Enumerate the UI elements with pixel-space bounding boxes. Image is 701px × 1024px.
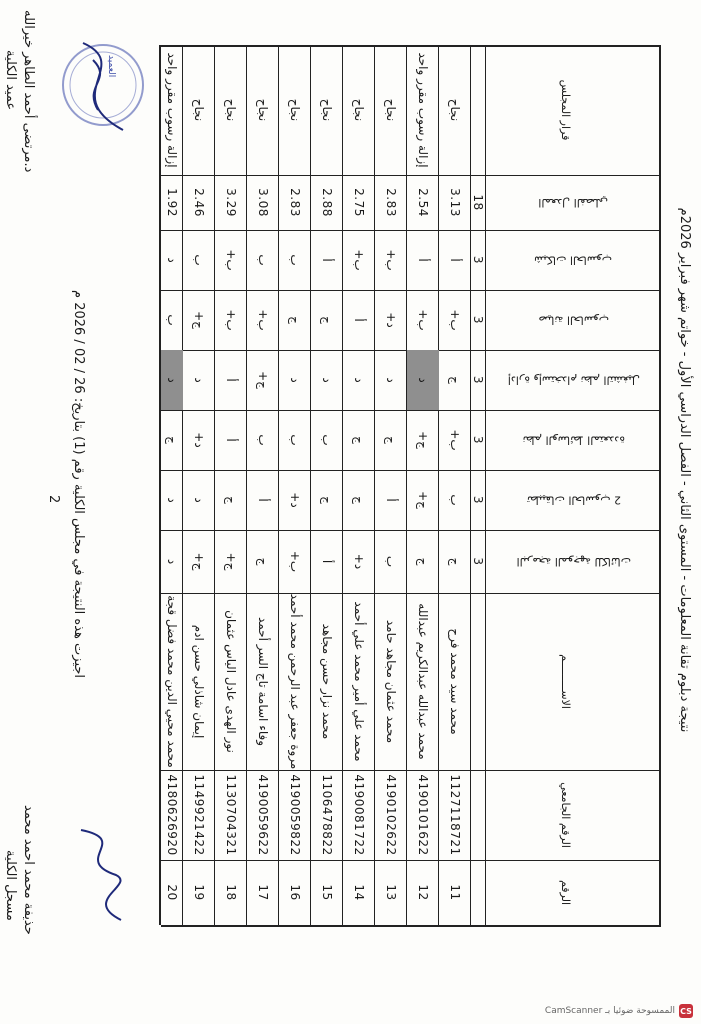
grade-cell: ج (448, 557, 462, 566)
student-name: وفاء اسامة تاج السر أحمد (256, 616, 270, 747)
grade-cell: ب (288, 254, 302, 266)
grade-cell: ج+ (192, 552, 206, 571)
credit-hours: 3 (471, 375, 486, 385)
grade-cell: د+ (288, 492, 302, 508)
gpa-cell: 1.92 (165, 188, 179, 217)
grade-cell: د (320, 377, 334, 383)
grade-cell: ج (288, 316, 302, 324)
grade-cell: ج (352, 436, 366, 444)
gpa-cell: 2.83 (384, 188, 398, 217)
grade-cell: ب+ (448, 309, 462, 331)
grade-cell: د (192, 377, 206, 383)
grade-cell: د (165, 257, 179, 263)
student-id: 1149921422 (192, 774, 206, 856)
decision-cell: نجاح (448, 98, 462, 122)
decision-cell: نجاح (288, 98, 302, 122)
dean-name: د.مرتضى أحمد الطاهر خيرالله (21, 10, 36, 173)
stamp-label: العميد (106, 55, 116, 78)
grade-cell: ب (320, 434, 334, 446)
header-course: شبكات الحاسوب (534, 253, 613, 267)
student-id: 1106478822 (320, 774, 334, 856)
grade-cell: د (288, 377, 302, 383)
header-name: الاســـــــــم (559, 654, 573, 709)
decision-cell: نجاح (384, 98, 398, 122)
grade-cell: ب+ (352, 249, 366, 271)
decision-cell: إزالة رسوب مقرر واحد (165, 52, 179, 168)
student-id: 4190102622 (384, 774, 398, 856)
decision-cell: نجاح (256, 98, 270, 122)
student-name: محمد نزار حسن مجاهد (320, 623, 334, 740)
scanner-watermark (545, 1004, 693, 1018)
credit-hours: 3 (471, 495, 486, 505)
decision-cell: نجاح (192, 98, 206, 122)
registrar-title: مسجل الكلية (3, 850, 18, 921)
gpa-cell: 2.46 (192, 188, 206, 217)
document-title: نتيجة دبلوم تقانة المعلومات - المستوى الثاني - الفصل الدراسي الأول - خواتم شهر فبراير 2026م (677, 207, 692, 733)
page-number: 2 (46, 495, 61, 504)
student-id: 4190059822 (288, 774, 302, 856)
grade-cell: د (352, 377, 366, 383)
student-name: مروة جعفر عبد الرحمن محمد أحمد (288, 593, 302, 770)
grade-cell: د (407, 350, 439, 410)
student-name: محمد محيي الدين محمد فضل قجة (165, 595, 179, 768)
grade-cell: ب (192, 254, 206, 266)
header-course: صيانة الحاسوب (538, 313, 609, 327)
grade-cell: ب+ (416, 309, 430, 331)
grade-cell: ب+ (224, 309, 238, 331)
header-gpa: المعدل الفصلي (538, 196, 609, 209)
row-number: 17 (256, 884, 270, 901)
camscanner-logo-icon: CS (679, 1004, 693, 1018)
student-name: إيمان شاذلي حسن ادم (192, 624, 206, 739)
student-name: محمد عبدالله عبدالكريم عبدالله (416, 603, 430, 760)
grade-cell: د (165, 497, 179, 503)
credit-hours: 3 (471, 315, 486, 325)
grade-cell: ج (448, 376, 462, 384)
grade-cell: ب+ (288, 550, 302, 573)
student-name: محمد علي أمير محمد علي أحمد (352, 601, 366, 762)
credit-total: 18 (471, 194, 486, 211)
gpa-cell: 3.29 (224, 188, 238, 217)
header-course: إدارة وإستخدام نظم التشغيل (507, 373, 640, 387)
grade-cell: أ (352, 318, 366, 322)
grade-cell: ج (352, 496, 366, 504)
grade-cell: أ (320, 559, 334, 564)
grade-cell: ج+ (416, 431, 430, 449)
gpa-cell: 3.13 (448, 188, 462, 217)
row-number: 18 (224, 884, 238, 901)
grade-cell: ج (384, 436, 398, 444)
gpa-cell: 2.88 (320, 188, 334, 217)
dean-stamp (38, 25, 153, 145)
header-course: تطبيقات الحاسوب 2 (526, 493, 621, 507)
grade-cell: ج+ (416, 491, 430, 509)
approval-note: اجيزت هذه النتيجة في مجلس الكلية رقم (1) بتاريخ: 26 / 02 / 2026 م (71, 290, 86, 679)
credit-hours: 3 (471, 255, 486, 265)
grade-cell: ب (165, 314, 179, 326)
grade-cell: ج+ (192, 311, 206, 329)
grade-cell: د (192, 497, 206, 503)
grade-cell: ج+ (224, 552, 238, 571)
grade-cell: ب+ (256, 309, 270, 331)
credit-hours: 3 (471, 557, 486, 566)
decision-cell: نجاح (320, 98, 334, 122)
gpa-cell: 2.75 (352, 188, 366, 217)
scanner-label: CamScanner الممسوحة ضوئيا بـ (544, 1006, 675, 1016)
grade-cell: أ (416, 258, 430, 262)
grade-cell: د (165, 558, 179, 565)
grade-cell: د (384, 377, 398, 383)
grade-cell: ب (256, 434, 270, 446)
student-id: 1130704321 (224, 774, 238, 856)
grade-cell: د (161, 350, 183, 410)
grade-cell: د+ (192, 432, 206, 448)
grade-cell: ج (256, 557, 270, 566)
registrar-signature (61, 820, 141, 930)
student-id: 4190081722 (352, 774, 366, 856)
student-name: نور الهدى عادل الياس عثمان (224, 610, 238, 753)
grade-cell: ب (256, 254, 270, 266)
grade-cell: ب+ (384, 249, 398, 271)
student-id: 4190059622 (256, 774, 270, 856)
grade-cell: أ (320, 258, 334, 262)
grade-cell: ج+ (256, 371, 270, 389)
header-number: الرقم (559, 879, 573, 906)
header-course: البرمجة الموجهة للكائنات (516, 555, 631, 568)
table-col-line (161, 925, 661, 927)
grade-cell: أ (224, 378, 238, 382)
row-number: 12 (416, 884, 430, 901)
grade-cell: ب (448, 494, 462, 506)
row-number: 11 (448, 884, 462, 901)
grade-cell: ج (320, 496, 334, 504)
student-id: 4190101622 (416, 774, 430, 856)
grade-cell: ب+ (224, 249, 238, 271)
student-id: 4180626920 (165, 774, 179, 856)
results-table (161, 45, 661, 925)
header-student-id: الرقم الجامعي (559, 782, 573, 848)
credit-hours: 3 (471, 435, 486, 445)
gpa-cell: 3.08 (256, 188, 270, 217)
row-number: 15 (320, 884, 334, 901)
row-number: 19 (192, 884, 206, 901)
grade-cell: أ (448, 258, 462, 262)
decision-cell: إزالة رسوب مقرر واحد (416, 52, 430, 168)
dean-title: عميد الكلية (3, 50, 18, 111)
grade-cell: د+ (384, 312, 398, 328)
gpa-cell: 2.83 (288, 188, 302, 217)
header-course: نظم الوسائط المتعددة (522, 433, 625, 447)
grade-cell: ب+ (448, 429, 462, 451)
grade-cell: ج (165, 436, 179, 444)
grade-cell: د+ (352, 553, 366, 570)
decision-cell: نجاح (224, 98, 238, 122)
grade-cell: ب (384, 555, 398, 568)
gpa-cell: 2.54 (416, 188, 430, 217)
decision-cell: نجاح (352, 98, 366, 122)
row-number: 14 (352, 884, 366, 901)
grade-cell: ج (224, 496, 238, 504)
student-name: محمد عثمان مجاهد حامد (384, 619, 398, 744)
grade-cell: أ (256, 498, 270, 502)
grade-cell: ج (320, 316, 334, 324)
grade-cell: أ (224, 438, 238, 442)
grade-cell: ج (416, 557, 430, 566)
header-decision: قرار المجلس (559, 79, 573, 141)
grade-cell: أ (384, 498, 398, 502)
student-id: 1127118721 (448, 774, 462, 856)
student-name: محمد سيد محمد فرح (448, 628, 462, 735)
row-number: 20 (165, 884, 179, 901)
registrar-name: حذيفة محمد احمد محمد (21, 805, 36, 935)
grade-cell: ب (288, 434, 302, 446)
row-number: 16 (288, 884, 302, 901)
row-number: 13 (384, 884, 398, 901)
